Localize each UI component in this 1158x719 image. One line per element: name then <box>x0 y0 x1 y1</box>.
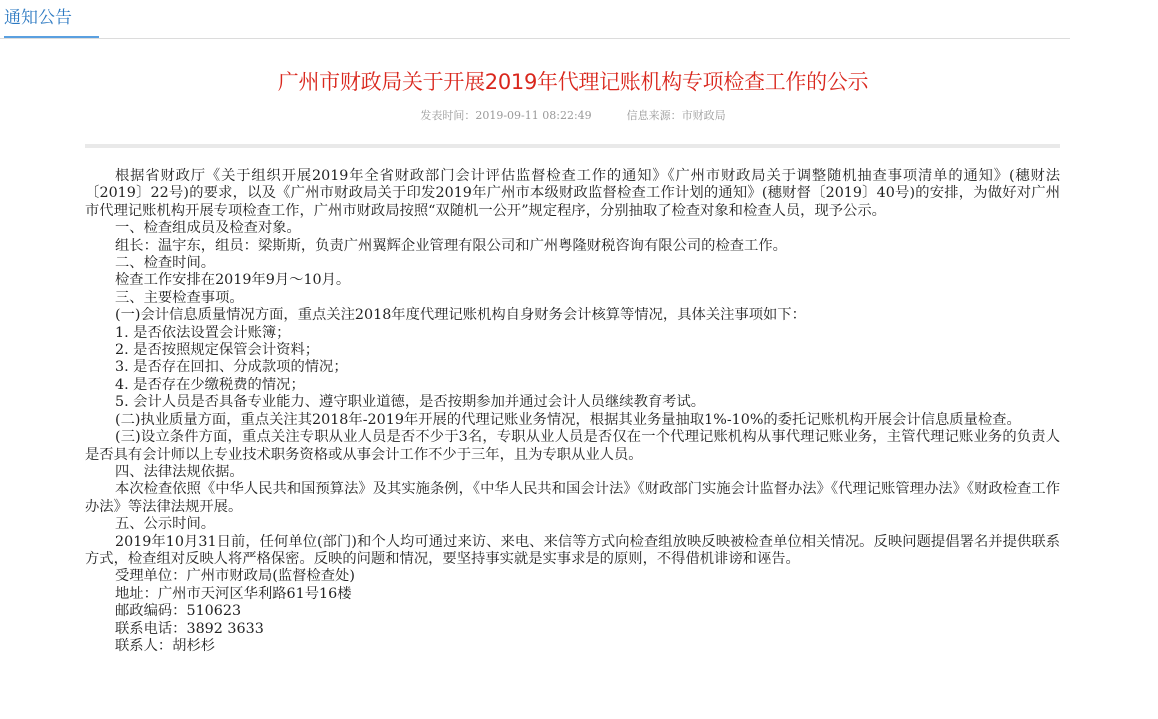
body-paragraph: 检查工作安排在2019年9月～10月。 <box>115 272 351 289</box>
meta-divider <box>85 144 1060 148</box>
body-paragraph: 二、检查时间。 <box>115 255 216 272</box>
body-paragraph: 一、检查组成员及检查对象。 <box>115 220 301 237</box>
publish-time: 发表时间：2019-09-11 08:22:49 <box>420 109 592 122</box>
body-paragraph: 2. 是否按照规定保管会计资料； <box>115 342 320 359</box>
article-title: 广州市财政局关于开展2019年代理记账机构专项检查工作的公示 <box>277 70 869 94</box>
section-title-underline <box>4 36 99 38</box>
body-paragraph: 地址：广州市天河区华利路61号16楼 <box>115 585 352 602</box>
body-paragraph: 受理单位：广州市财政局(监督检查处) <box>115 568 355 585</box>
body-paragraph: 2019年10月31日前，任何单位(部门)和个人均可通过来访、来电、来信等方式向检查组放映反映被检查单位相关情况。反映问题提倡署名并提供联系方式，检查组对反映人将严格保密。反映的问题和情况，要坚持事实就是实事求是的原则，不得借机诽谤和诬告。 <box>85 533 1060 567</box>
body-paragraph: 四、法律法规依据。 <box>115 463 244 480</box>
body-paragraph: 本次检查依照《中华人民共和国预算法》及其实施条例，《中华人民共和国会计法》《财政部门实施会计监督办法》《代理记账管理办法》《财政检查工作办法》等法律法规开展。 <box>85 481 1060 515</box>
body-paragraph: 根据省财政厅《关于组织开展2019年全省财政部门会计评估监督检查工作的通知》《广州市财政局关于调整随机抽查事项清单的通知》(穗财法〔2019〕22号)的要求，以及《广州市财政局关于印发2019年广州市本级财政监督检查工作计划的通知》(穗财督〔2019〕40号)的安排，为做好对广州市代理记账机构开展专项检查工作，广州市财政局按照“双随机一公开”规定程序，分别抽取了检查对象和检查人员，现予公示。 <box>85 168 1060 219</box>
info-source: 信息来源：市财政局 <box>626 109 726 122</box>
body-paragraph: (三)设立条件方面，重点关注专职从业人员是否不少于3名，专职从业人员是否仅在一个代理记账机构从事代理记账业务，主管代理记账业务的负责人是否具有会计师以上专业技术职务资格或从事会计工作不少于三年，且为专职从业人员。 <box>85 429 1060 463</box>
body-paragraph: 三、主要检查事项。 <box>115 289 244 306</box>
body-paragraph: 5. 会计人员是否具备专业能力、遵守职业道德，是否按期参加并通过会计人员继续教育考试。 <box>115 394 706 411</box>
body-paragraph: (二)执业质量方面，重点关注其2018年-2019年开展的代理记账业务情况，根据其业务量抽取1%-10%的委托记账机构开展会计信息质量检查。 <box>115 411 1021 428</box>
body-paragraph: (一)会计信息质量情况方面，重点关注2018年度代理记账机构自身财务会计核算等情况，具体关注事项如下： <box>115 307 806 324</box>
body-paragraph: 组长：温宇东，组员：梁斯斯，负责广州翼辉企业管理有限公司和广州粤隆财税咨询有限公司的检查工作。 <box>115 237 787 254</box>
body-paragraph: 邮政编码：510623 <box>115 603 242 620</box>
body-paragraph: 3. 是否存在回扣、分成款项的情况； <box>115 359 348 376</box>
article-meta <box>0 108 1146 124</box>
body-paragraph: 五、公示时间。 <box>115 516 216 533</box>
section-title[interactable]: 通知公告 <box>4 8 72 28</box>
body-paragraph: 1. 是否依法设置会计账簿； <box>115 324 291 341</box>
body-paragraph: 联系人：胡杉杉 <box>115 637 216 654</box>
body-paragraph: 4. 是否存在少缴税费的情况； <box>115 376 305 393</box>
article-body <box>85 168 1060 655</box>
body-paragraph: 联系电话：3892 3633 <box>115 620 264 637</box>
section-header <box>0 0 1070 39</box>
